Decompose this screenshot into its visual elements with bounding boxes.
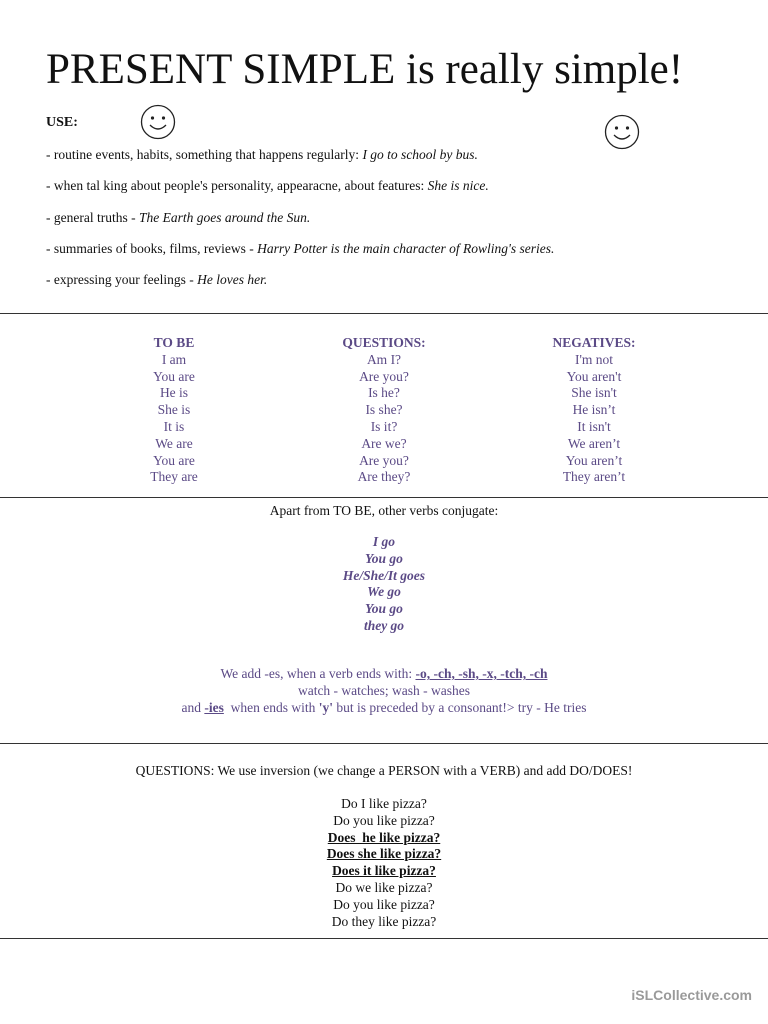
table-cell: Is she? xyxy=(365,402,403,418)
smiley-face-icon xyxy=(140,104,176,140)
table-cell: He is xyxy=(159,385,189,401)
table-cell: We aren’t xyxy=(567,435,621,451)
conjugation-list xyxy=(0,534,768,635)
table-cell: She isn't xyxy=(571,385,617,401)
table-cell: Are they? xyxy=(357,469,411,485)
smiley-face-icon xyxy=(604,114,640,150)
conjugation-form: they go xyxy=(363,617,405,633)
table-cell: I am xyxy=(161,351,187,367)
page-title: PRESENT SIMPLE is really simple! xyxy=(46,46,684,93)
column-header: QUESTIONS: xyxy=(342,335,426,350)
conjugation-form: You go xyxy=(365,550,403,566)
question-line: Do you like pizza? xyxy=(333,812,435,828)
questions-intro: QUESTIONS: We use inversion (we change a PERSON with a VERB) and add DO/DOES! xyxy=(135,763,633,778)
use-heading: USE: xyxy=(46,115,78,130)
divider xyxy=(0,497,768,498)
question-line: Does she like pizza? xyxy=(326,846,442,862)
use-item: - expressing your feelings - He loves her. xyxy=(46,272,268,288)
questions-list xyxy=(0,796,768,930)
spelling-rules xyxy=(0,666,768,716)
question-line: Do they like pizza? xyxy=(331,913,437,929)
site-watermark: iSLCollective.com xyxy=(631,987,752,1003)
table-cell: Are you? xyxy=(359,368,409,384)
table-cell: He isn’t xyxy=(572,402,616,418)
table-cell: She is xyxy=(157,402,191,418)
table-cell: You are xyxy=(153,452,195,468)
table-cell: You are xyxy=(153,368,195,384)
conjugation-form: He/She/It goes xyxy=(342,567,426,583)
table-cell: Is he? xyxy=(368,385,400,401)
conjugation-form: I go xyxy=(372,534,396,549)
use-item: - routine events, habits, something that happens regularly: I go to school by bus. xyxy=(46,147,478,162)
table-cell: Are you? xyxy=(359,452,409,468)
divider xyxy=(0,313,768,314)
es-rule-examples: watch - watches; wash - washes xyxy=(297,682,471,698)
use-list xyxy=(46,146,746,302)
to-be-column xyxy=(99,335,249,486)
table-cell: They aren’t xyxy=(562,469,626,485)
questions-column xyxy=(309,335,459,486)
use-item: - summaries of books, films, reviews - Harry Potter is the main character of Rowling's series. xyxy=(46,240,555,256)
conjugation-form: We go xyxy=(367,584,401,600)
question-line: Does it like pizza? xyxy=(332,863,436,879)
table-cell: I'm not xyxy=(574,351,614,367)
question-line: Does he like pizza? xyxy=(327,829,441,845)
use-item: - general truths - The Earth goes around the Sun. xyxy=(46,209,311,225)
conjugation-intro: Apart from TO BE, other verbs conjugate: xyxy=(269,503,499,518)
column-header: TO BE xyxy=(153,335,195,350)
ies-rule: and -ies when ends with 'y' but is preceded by a consonant!> try - He tries xyxy=(181,699,587,715)
table-cell: Am I? xyxy=(366,351,402,367)
table-cell: We are xyxy=(155,435,193,451)
question-line: Do I like pizza? xyxy=(341,796,427,811)
divider xyxy=(0,938,768,939)
table-cell: Are we? xyxy=(361,435,407,451)
negatives-column xyxy=(519,335,669,486)
column-header: NEGATIVES: xyxy=(552,335,636,350)
table-cell: You aren’t xyxy=(565,452,623,468)
conjugation-form: You go xyxy=(365,601,403,617)
table-cell: It isn't xyxy=(577,418,611,434)
table-cell: They are xyxy=(150,469,198,485)
table-cell: Is it? xyxy=(370,418,398,434)
question-line: Do you like pizza? xyxy=(333,896,435,912)
table-cell: It is xyxy=(163,418,185,434)
es-rule: We add -es, when a verb ends with: -o, -ch, -sh, -x, -tch, -ch xyxy=(220,666,548,681)
use-item: - when tal king about people's personality, appearacne, about features: She is nice. xyxy=(46,178,489,194)
table-cell: You aren't xyxy=(566,368,622,384)
divider xyxy=(0,743,768,744)
question-line: Do we like pizza? xyxy=(335,879,433,895)
